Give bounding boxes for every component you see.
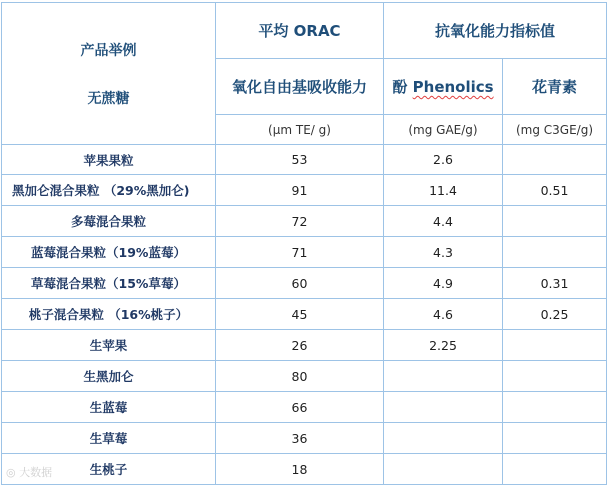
- unit-orac: (µm TE/ g): [216, 115, 384, 145]
- orac-value: 60: [216, 268, 384, 299]
- orac-value: 91: [216, 175, 384, 206]
- orac-value: 66: [216, 392, 384, 423]
- table-row: [2, 423, 607, 454]
- anthocyanins-value: [503, 237, 607, 268]
- phenolics-value: 11.4: [384, 175, 503, 206]
- orac-value: 53: [216, 145, 384, 175]
- anthocyanins-value: [503, 361, 607, 392]
- orac-value: 18: [216, 454, 384, 485]
- row-label: 生黑加仑: [2, 361, 216, 392]
- anthocyanins-value: 0.51: [503, 175, 607, 206]
- row-label: 苹果果粒: [2, 145, 216, 175]
- table-row: [2, 145, 607, 175]
- header-no-sugar: 无蔗糖: [87, 90, 130, 107]
- header-product-cell: [2, 3, 216, 145]
- table-row: [2, 206, 607, 237]
- anthocyanins-value: 0.31: [503, 268, 607, 299]
- phenolics-value: [384, 454, 503, 485]
- table-row: [2, 175, 607, 206]
- anthocyanins-value: 0.25: [503, 299, 607, 330]
- orac-value: 36: [216, 423, 384, 454]
- table-row: [2, 361, 607, 392]
- phenolics-value: 2.25: [384, 330, 503, 361]
- orac-value: 72: [216, 206, 384, 237]
- phenolics-value: [384, 361, 503, 392]
- table-row: [2, 268, 607, 299]
- row-label: 桃子混合果粒 （16%桃子）: [2, 299, 216, 330]
- header-phenolics-word: Phenolics: [412, 78, 494, 96]
- orac-value: 80: [216, 361, 384, 392]
- orac-value: 45: [216, 299, 384, 330]
- unit-phenolics: (mg GAE/g): [384, 115, 503, 145]
- table-row: [2, 330, 607, 361]
- row-label: 生桃子: [2, 454, 216, 485]
- row-label: 生蓝莓: [2, 392, 216, 423]
- header-orac-desc: 氧化自由基吸收能力: [216, 59, 384, 115]
- watermark-text: 大数据: [19, 466, 53, 479]
- phenolics-value: 4.4: [384, 206, 503, 237]
- header-anthocyanins: 花青素: [503, 59, 607, 115]
- row-label: 黑加仑混合果粒 （29%黑加仑): [2, 175, 216, 206]
- orac-value: 26: [216, 330, 384, 361]
- watermark-icon: ◎: [6, 466, 16, 479]
- anthocyanins-value: [503, 423, 607, 454]
- phenolics-value: 4.6: [384, 299, 503, 330]
- table-row: [2, 299, 607, 330]
- watermark: [6, 464, 52, 480]
- phenolics-value: [384, 392, 503, 423]
- header-phenolics: [384, 59, 503, 115]
- table-row: [2, 454, 607, 485]
- phenolics-value: [384, 423, 503, 454]
- row-label: 生苹果: [2, 330, 216, 361]
- anthocyanins-value: [503, 392, 607, 423]
- anthocyanins-value: [503, 454, 607, 485]
- row-label: 草莓混合果粒（15%草莓）: [2, 268, 216, 299]
- anthocyanins-value: [503, 206, 607, 237]
- anthocyanins-value: [503, 145, 607, 175]
- row-label: 蓝莓混合果粒（19%蓝莓）: [2, 237, 216, 268]
- phenolics-value: 4.9: [384, 268, 503, 299]
- header-avg-orac: 平均 ORAC: [216, 3, 384, 59]
- header-product-example: 产品举例: [80, 42, 137, 59]
- phenolics-value: 4.3: [384, 237, 503, 268]
- header-phenolics-prefix: 酚: [392, 78, 413, 96]
- row-label: 多莓混合果粒: [2, 206, 216, 237]
- antioxidant-table: [1, 2, 607, 485]
- row-label: 生草莓: [2, 423, 216, 454]
- unit-anthocyanins: (mg C3GE/g): [503, 115, 607, 145]
- header-antioxidant-indicators: 抗氧化能力指标值: [384, 3, 607, 59]
- table-row: [2, 237, 607, 268]
- orac-value: 71: [216, 237, 384, 268]
- phenolics-value: 2.6: [384, 145, 503, 175]
- anthocyanins-value: [503, 330, 607, 361]
- table-row: [2, 392, 607, 423]
